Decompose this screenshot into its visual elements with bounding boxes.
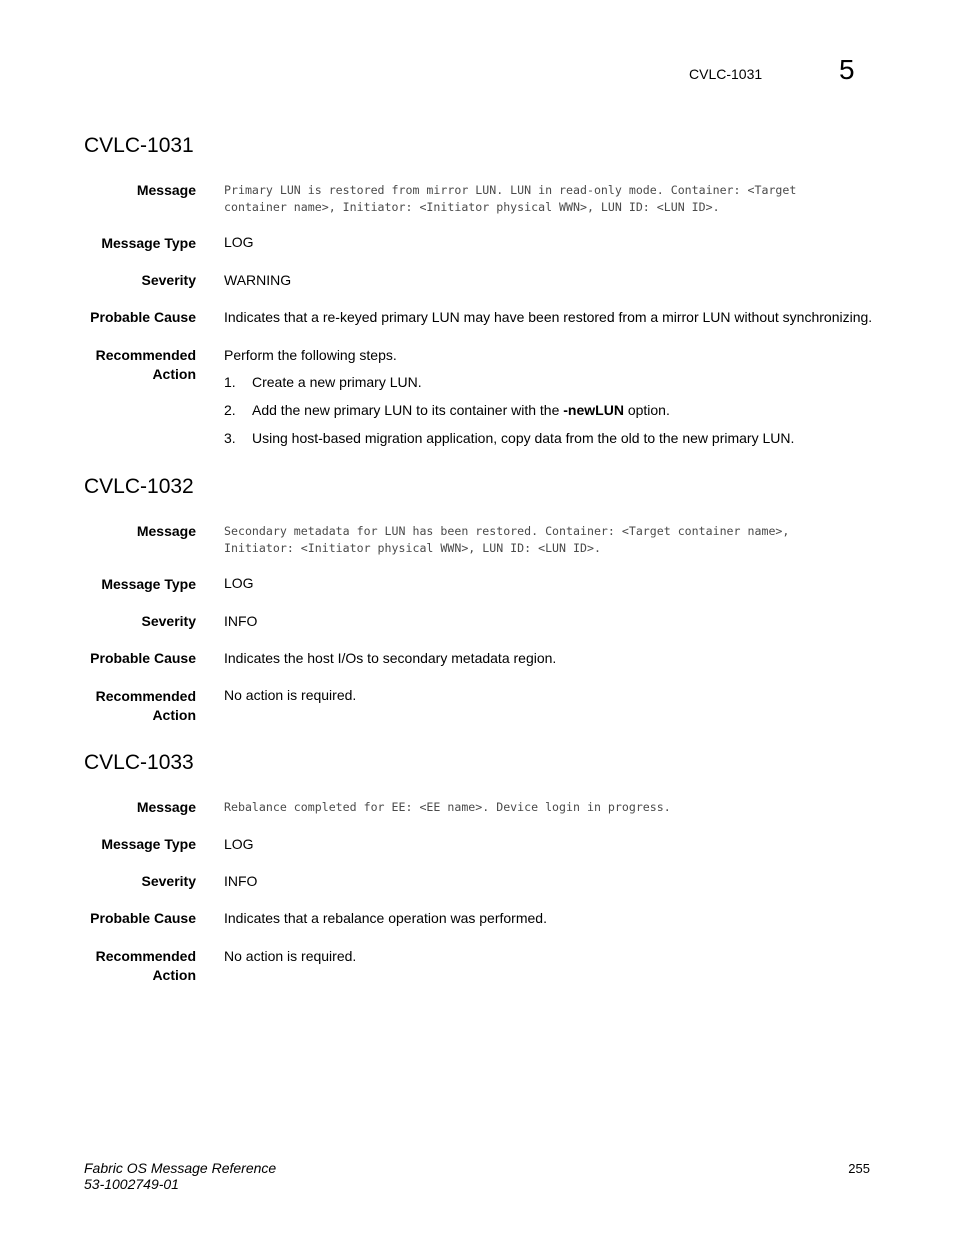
action-step-3 (224, 429, 794, 448)
probable-cause-label: Probable Cause (90, 910, 196, 926)
footer-document-title: Fabric OS Message Reference (84, 1160, 277, 1176)
recommended-action-label-line-2: Action (152, 707, 196, 723)
recommended-action-label-line-2: Action (152, 967, 196, 983)
severity-value: INFO (224, 873, 258, 889)
severity-label: Severity (141, 873, 196, 889)
footer-document-number: 53-1002749-01 (84, 1176, 179, 1192)
message-text-line-1: Secondary metadata for LUN has been restored. Container: <Target container name>, (224, 524, 790, 538)
step-option-keyword: -newLUN (563, 402, 624, 418)
chapter-number: 5 (839, 54, 855, 85)
running-header-code: CVLC-1031 (689, 66, 763, 82)
probable-cause-label: Probable Cause (90, 650, 196, 666)
action-value: No action is required. (224, 948, 357, 964)
action-value: No action is required. (224, 687, 357, 703)
message-text-line-2: Initiator: <Initiator physical WWN>, LUN ID: <LUN ID>. (224, 541, 601, 555)
action-step-2 (224, 401, 670, 420)
message-type-label: Message Type (101, 235, 196, 251)
step-text: Using host-based migration application, copy data from the old to the new primary LUN. (252, 430, 795, 446)
message-text-line-1: Rebalance completed for EE: <EE name>. Device login in progress. (224, 800, 671, 814)
section-title-cvlc-1032: CVLC-1032 (84, 475, 194, 498)
message-label: Message (136, 182, 196, 198)
step-text: Add the new primary LUN to its container with the (252, 402, 564, 418)
recommended-action-label-line-1: Recommended (95, 688, 196, 704)
section-title-cvlc-1031: CVLC-1031 (84, 134, 194, 157)
step-text-suffix: option. (623, 402, 670, 418)
probable-cause-value: Indicates the host I/Os to secondary metadata region. (224, 650, 557, 666)
section-title-cvlc-1033: CVLC-1033 (84, 751, 194, 774)
step-number: 3. (224, 430, 236, 446)
severity-label: Severity (141, 272, 196, 288)
message-type-label: Message Type (101, 576, 196, 592)
message-label: Message (136, 799, 196, 815)
step-text: Create a new primary LUN. (252, 374, 422, 390)
recommended-action-label-line-1: Recommended (95, 948, 196, 964)
message-type-value: LOG (224, 575, 254, 591)
severity-label: Severity (141, 613, 196, 629)
recommended-action-label-line-2: Action (152, 366, 196, 382)
action-intro: Perform the following steps. (224, 347, 397, 363)
recommended-action-label-line-1: Recommended (95, 347, 196, 363)
severity-value: INFO (224, 613, 258, 629)
footer-page-number: 255 (848, 1161, 870, 1176)
probable-cause-value: Indicates that a re-keyed primary LUN may have been restored from a mirror LUN without synchronizing. (224, 309, 873, 325)
message-label: Message (136, 523, 196, 539)
message-type-value: LOG (224, 836, 254, 852)
message-type-value: LOG (224, 234, 254, 250)
message-text-line-2: container name>, Initiator: <Initiator physical WWN>, LUN ID: <LUN ID>. (224, 200, 720, 214)
action-step-1 (224, 373, 422, 392)
message-text-line-1: Primary LUN is restored from mirror LUN. LUN in read-only mode. Container: <Target (224, 183, 797, 197)
probable-cause-value: Indicates that a rebalance operation was performed. (224, 910, 547, 926)
severity-value: WARNING (224, 272, 292, 288)
step-number: 1. (224, 374, 236, 390)
message-type-label: Message Type (101, 836, 196, 852)
step-number: 2. (224, 402, 236, 418)
probable-cause-label: Probable Cause (90, 309, 196, 325)
